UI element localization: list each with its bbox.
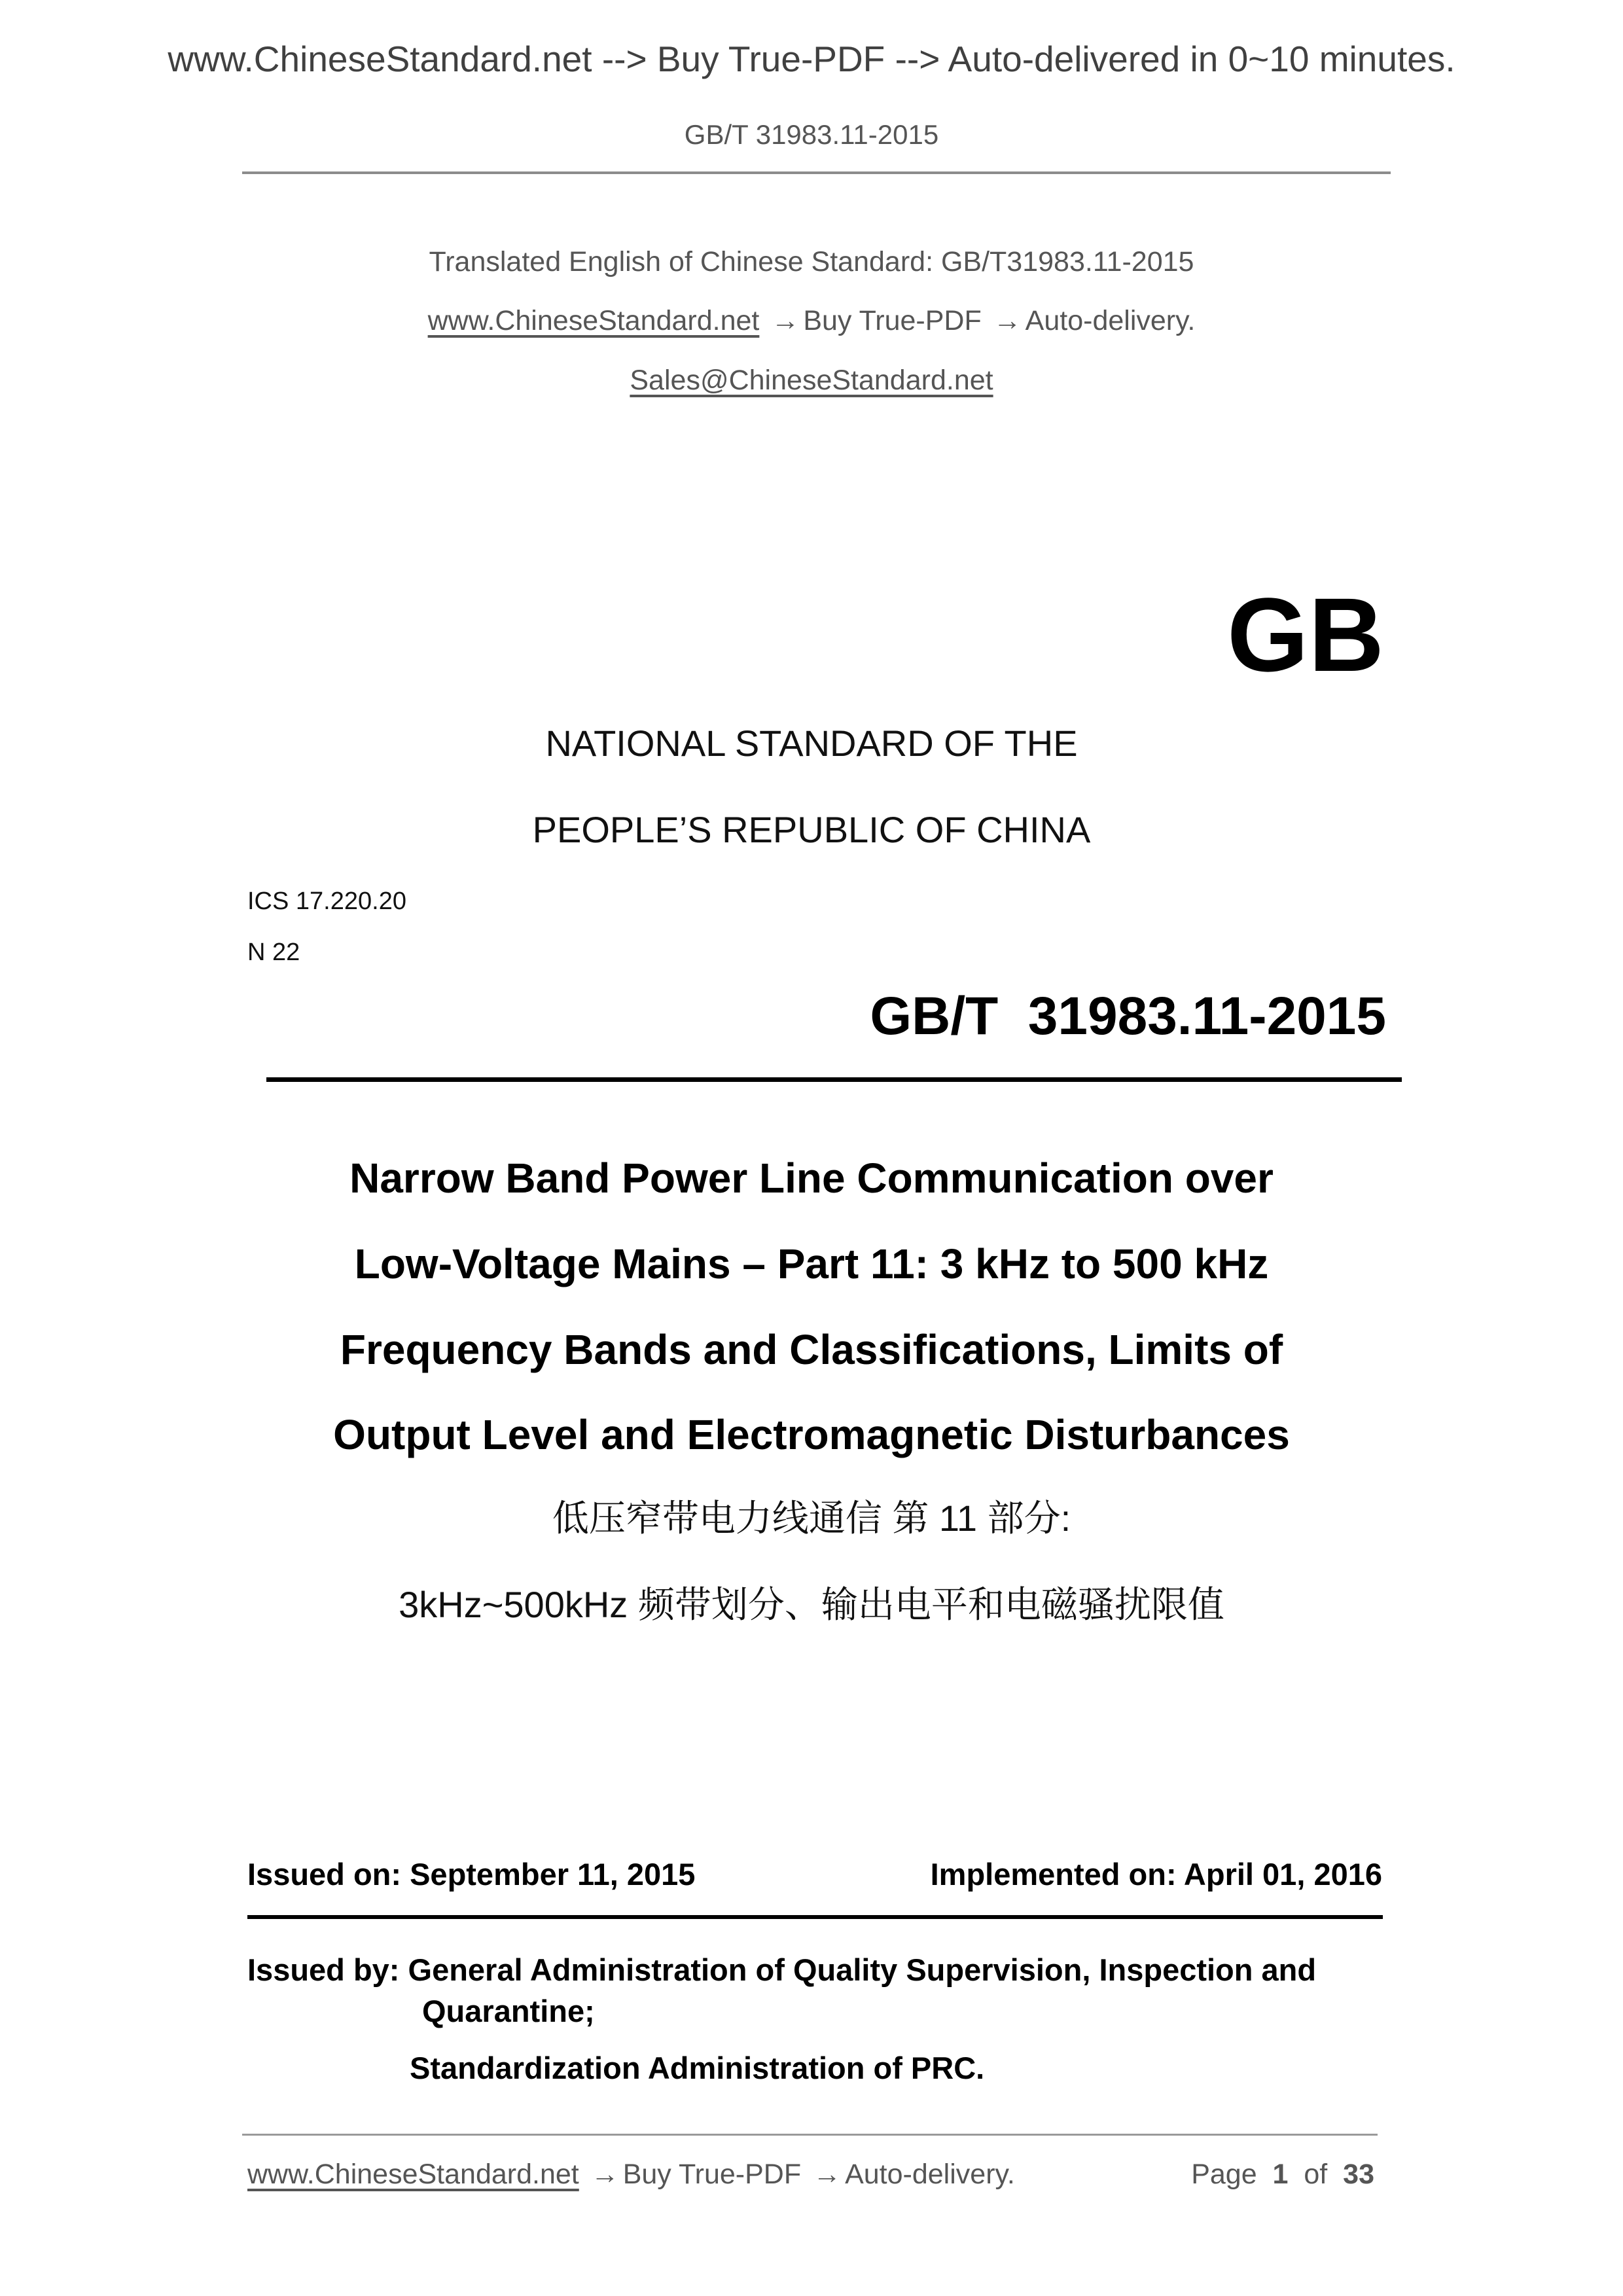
footer-purchase-line [247,2155,1015,2193]
header-standard-code: GB/T 31983.11-2015 [684,119,939,150]
page-label: Page [1191,2159,1257,2190]
title-line-4: Output Level and Electromagnetic Disturbances [333,1411,1290,1458]
implemented-on-date: Implemented on: April 01, 2016 [930,1857,1382,1892]
footer-buy-text: Buy True-PDF [622,2159,802,2190]
issued-by-line [247,1950,1316,1990]
ccs-code: N 22 [247,939,300,966]
title-line-1: Narrow Band Power Line Communication over [349,1155,1274,1202]
sales-email-link[interactable]: Sales@ChineseStandard.net [630,365,993,396]
issued-by-label: Issued by: [247,1952,400,1987]
issuer-org-1-cont: Quarantine; [422,1994,595,2028]
title-line-2: Low-Voltage Mains – Part 11: 3 kHz to 500 kHz [354,1240,1269,1287]
chinese-title-line-2: 3kHz~500kHz 频带划分、输出电平和电磁骚扰限值 [399,1584,1224,1625]
footer-divider [242,2134,1378,2136]
top-banner: www.ChineseStandard.net --> Buy True-PDF --> Auto-delivered in 0~10 minutes. [168,39,1455,79]
page-current: 1 [1272,2159,1289,2190]
ics-code: ICS 17.220.20 [247,888,406,915]
header-divider [242,171,1391,174]
arrow-right-icon: → [813,2159,842,2190]
gb-logo-mark: GB [1227,576,1384,693]
buy-text: Buy True-PDF [803,305,982,336]
site-link[interactable]: www.ChineseStandard.net [427,305,760,336]
translated-notice: Translated English of Chinese Standard: GB/T31983.11-2015 [429,246,1194,278]
footer-delivery-text: Auto-delivery. [845,2159,1015,2190]
standard-number: GB/T 31983.11-2015 [870,986,1386,1046]
arrow-right-icon: → [993,305,1022,336]
title-line-3: Frequency Bands and Classifications, Limits of [340,1326,1283,1373]
page-indicator [1191,2155,1374,2193]
chinese-title-line-1: 低压窄带电力线通信 第 11 部分: [552,1498,1071,1539]
issued-on-date: Issued on: September 11, 2015 [247,1857,696,1892]
dates-divider [247,1915,1383,1919]
national-standard-line1: NATIONAL STANDARD OF THE [545,723,1078,764]
issuer-org-1: General Administration of Quality Supervision, Inspection and [408,1952,1317,1987]
page-of: of [1304,2159,1328,2190]
delivery-text: Auto-delivery. [1025,305,1196,336]
arrow-right-icon: → [590,2159,619,2190]
page-total: 33 [1343,2159,1374,2190]
footer-site-link[interactable]: www.ChineseStandard.net [247,2159,579,2190]
purchase-line [0,302,1623,339]
title-divider [266,1077,1402,1082]
issuer-org-2: Standardization Administration of PRC. [410,2051,985,2085]
arrow-right-icon: → [771,305,800,336]
email-line [0,362,1623,399]
national-standard-line2: PEOPLE’S REPUBLIC OF CHINA [532,809,1091,850]
